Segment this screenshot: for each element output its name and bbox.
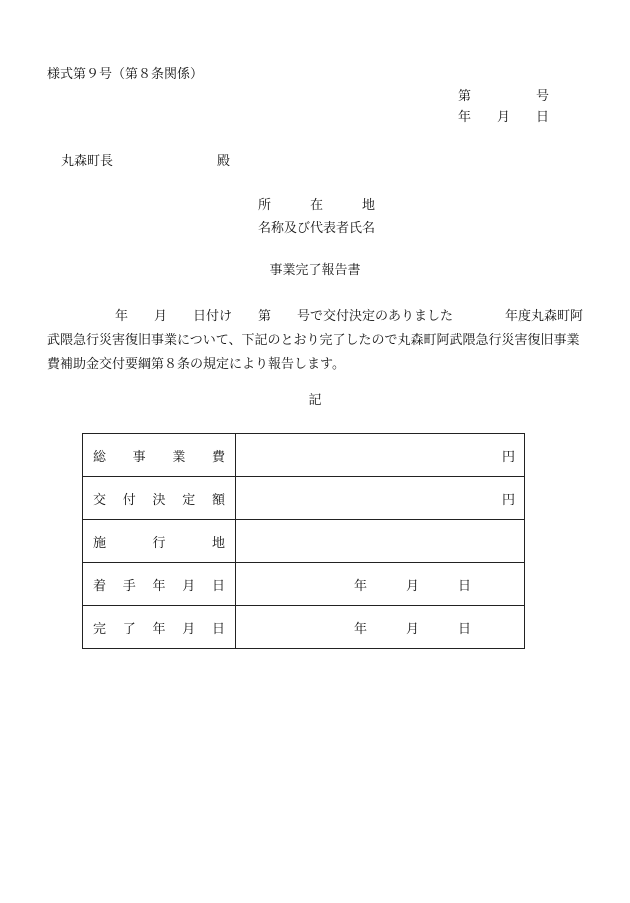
document-title: 事業完了報告書 [269, 263, 361, 278]
table-row [83, 606, 525, 649]
table-row [83, 563, 525, 606]
table-row [83, 434, 525, 477]
row-label-cell [83, 477, 236, 520]
row-label: 交付決定額 [93, 492, 225, 508]
row-label-cell [83, 520, 236, 563]
ki-heading: 記 [308, 393, 322, 408]
body-line-3: 費補助金交付要綱第８条の規定により報告します。 [47, 357, 345, 372]
site-value [236, 520, 525, 563]
row-label: 完了年月日 [93, 621, 225, 637]
row-label-cell [83, 606, 236, 649]
sender-name-label: 名称及び代表者氏名 [258, 221, 376, 236]
sender-address-label: 所 在 地 [258, 198, 376, 213]
row-label: 着手年月日 [93, 578, 225, 594]
row-label-cell [83, 434, 236, 477]
grant-amount-value: 円 [236, 477, 525, 520]
row-label: 総事業費 [93, 449, 225, 465]
start-date-value: 年 月 日 [236, 563, 525, 606]
row-label-cell [83, 563, 236, 606]
document-date: 年 月 日 [458, 110, 550, 125]
form-number: 様式第９号（第８条関係） [47, 67, 204, 82]
row-label: 施行地 [93, 535, 225, 551]
body-line-1: 年 月 日付け 第 号で交付決定のありました 年度丸森町阿 [115, 309, 584, 324]
body-paragraph [47, 305, 607, 377]
completion-date-value: 年 月 日 [236, 606, 525, 649]
body-line-2: 武隈急行災害復旧事業について、下記のとおり完了したので丸森町阿武隈急行災害復旧事業 [47, 333, 580, 348]
document-number: 第 号 [458, 89, 550, 104]
addressee: 丸森町長 殿 [61, 154, 231, 169]
report-table [82, 433, 525, 649]
total-cost-value: 円 [236, 434, 525, 477]
table-row [83, 477, 525, 520]
table-row [83, 520, 525, 563]
